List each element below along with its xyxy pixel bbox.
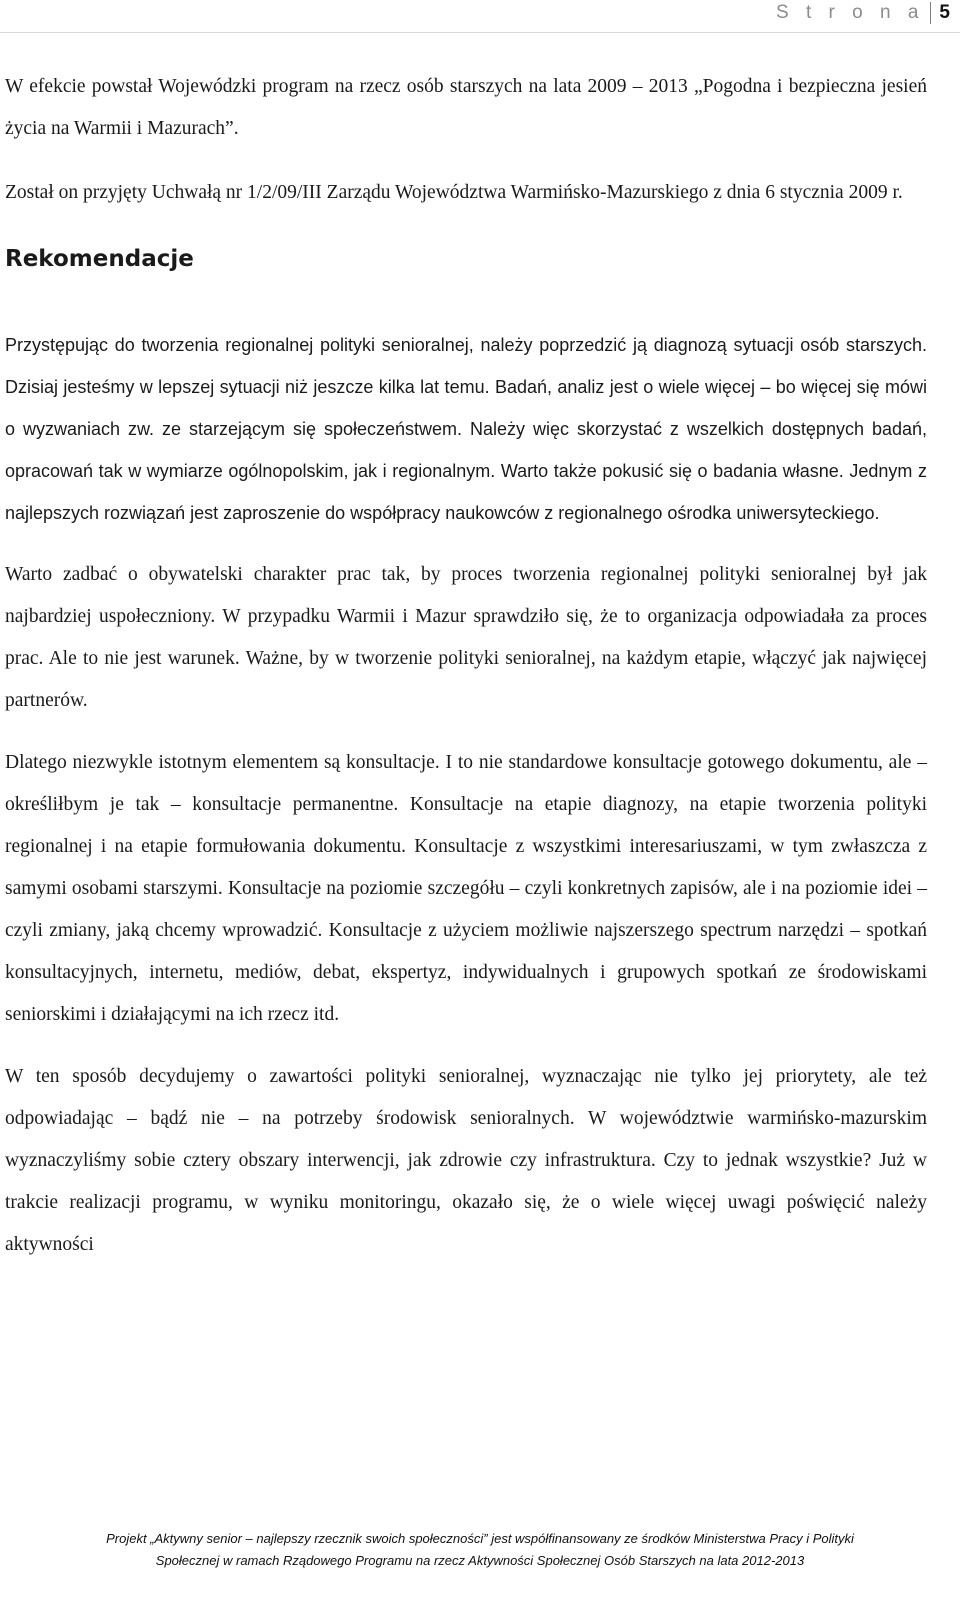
footer-line-1: Projekt „Aktywny senior – najlepszy rzecznik swoich społeczności” jest współfinansowany ze środków Ministerstwa Pracy i Polityki bbox=[106, 1531, 854, 1546]
paragraph-resolution: Został on przyjęty Uchwałą nr 1/2/09/III Zarządu Województwa Warmińsko-Mazurskiego z dnia 6 stycznia 2009 r. bbox=[5, 182, 903, 203]
section-heading: Rekomendacje bbox=[5, 246, 194, 272]
footer-line-2: Społecznej w ramach Rządowego Programu na rzecz Aktywności Społecznej Osób Starszych na lata 2012-2013 bbox=[155, 1553, 805, 1568]
paragraph-consultations: Dlatego niezwykle istotnym elementem są konsultacje. I to nie standardowe konsultacje gotowego dokumentu, ale – określiłbym je tak – konsultacje permanentne. Konsultacje na etapie diagnozy, na etapie tworzenia polityki regionalnej i na etapie formułowania dokumentu. Konsultacje z wszystkimi interesariuszami, w tym zwłaszcza z samymi osobami starszymi. Konsultacje na poziomie szczegółu – czyli konkretnych zapisów, ale i na poziomie idei – czyli zmiany, jaką chcemy wprowadzić. Konsultacje z użyciem możliwie najszerszego spectrum narzędzi – spotkań konsultacyjnych, internetu, mediów, debat, ekspertyz, indywidualnych i grupowych spotkań ze środowiskami seniorskimi i działającymi na ich rzecz itd. bbox=[5, 752, 927, 1025]
page-header bbox=[776, 0, 950, 26]
paragraph-program: W efekcie powstał Wojewódzki program na rzecz osób starszych na lata 2009 – 2013 „Pogodna i bezpieczna jesień życia na Warmii i Mazurach”. bbox=[5, 76, 927, 139]
paragraph-priorities: W ten sposób decydujemy o zawartości polityki senioralnej, wyznaczając nie tylko jej priorytety, ale też odpowiadając – bądź nie – na potrzeby środowisk senioralnych. W województwie warmińsko-mazurskim wyznaczyliśmy sobie cztery obszary interwencji, jak zdrowie czy infrastruktura. Czy to jednak wszystkie? Już w trakcie realizacji programu, w wyniku monitoringu, okazało się, że o wiele więcej uwagi poświęcić należy aktywności bbox=[5, 1066, 927, 1255]
header-separator bbox=[930, 2, 931, 24]
paragraph-civic-character: Warto zadbać o obywatelski charakter prac tak, by proces tworzenia regionalnej polityki senioralnej był jak najbardziej uspołeczniony. W przypadku Warmii i Mazur sprawdziło się, że to organizacja odpowiadała za proces prac. Ale to nie jest warunek. Ważne, by w tworzenie polityki senioralnej, na każdym etapie, włączyć jak najwięcej partnerów. bbox=[5, 564, 927, 711]
page-label: S t r o n a bbox=[776, 2, 925, 23]
paragraph-diagnosis: Przystępując do tworzenia regionalnej polityki senioralnej, należy poprzedzić ją diagnozą sytuacji osób starszych. Dzisiaj jesteśmy w lepszej sytuacji niż jeszcze kilka lat temu. Badań, analiz jest o wiele więcej – bo więcej się mówi o wyzwaniach zw. ze starzejącym się społeczeństwem. Należy więc skorzystać z wszelkich dostępnych badań, opracowań tak w wymiarze ogólnopolskim, jak i regionalnym. Warto także pokusić się o badania własne. Jednym z najlepszych rozwiązań jest zaproszenie do współpracy naukowców z regionalnego ośrodka uniwersyteckiego. bbox=[5, 335, 927, 523]
page-number: 5 bbox=[939, 2, 950, 23]
header-divider bbox=[0, 32, 960, 33]
document-body bbox=[5, 66, 927, 1266]
page-footer bbox=[0, 1528, 960, 1572]
